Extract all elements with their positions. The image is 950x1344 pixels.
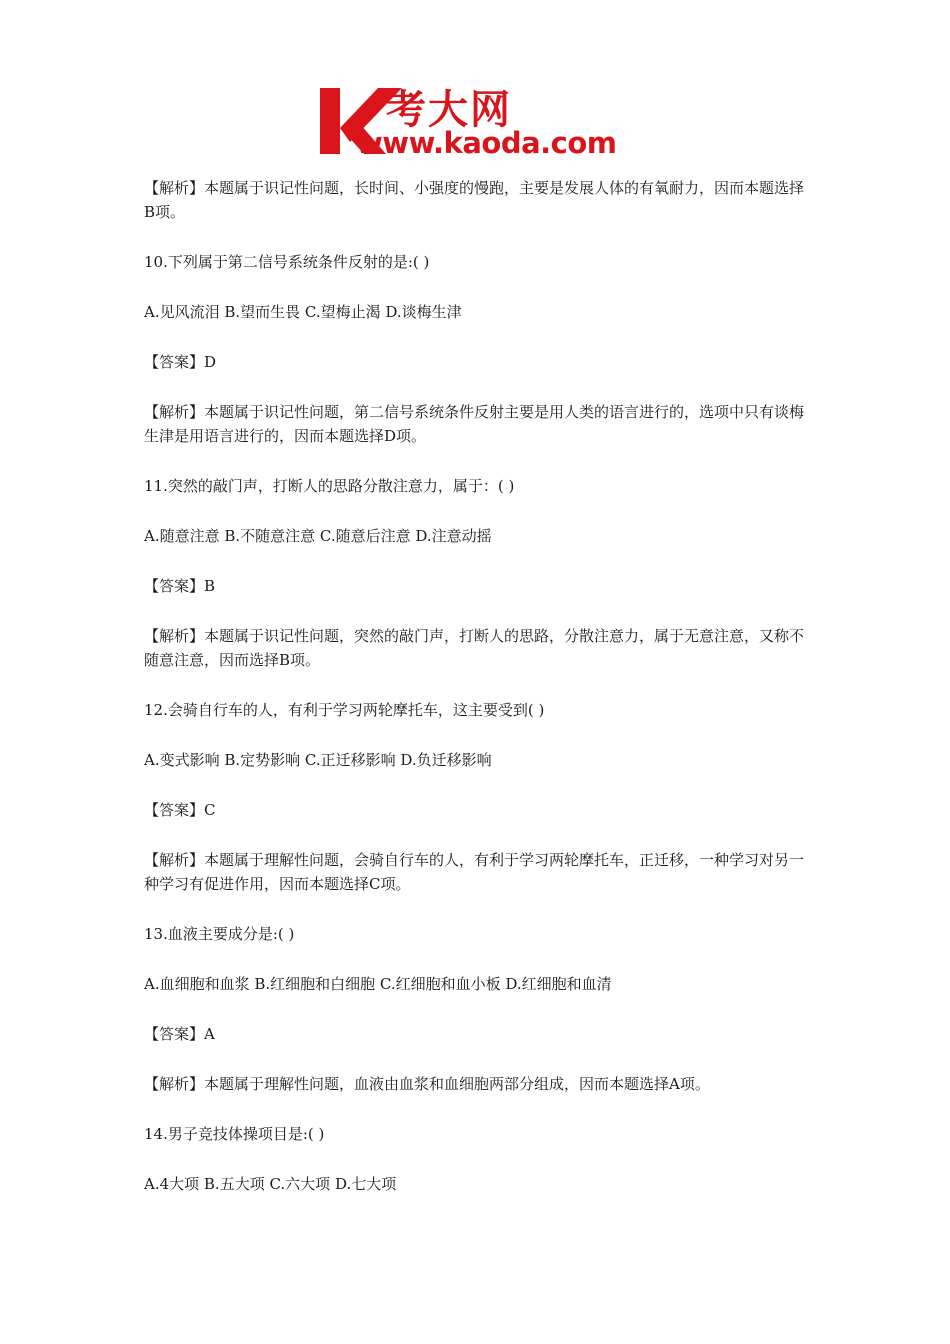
analysis-11: 【解析】本题属于识记性问题，突然的敲门声，打断人的思路，分散注意力，属于无意注意，又称不随意注意，因而选择B项。: [144, 627, 805, 669]
kaoda-logo: [316, 80, 646, 160]
analysis-13: 【解析】本题属于理解性问题，血液由血浆和血细胞两部分组成，因而本题选择A项。: [144, 1075, 710, 1093]
question-13: 13.血液主要成分是:( ): [144, 925, 295, 943]
analysis-10: 【解析】本题属于识记性问题，第二信号系统条件反射主要是用人类的语言进行的，选项中只有谈梅生津是用语言进行的，因而本题选择D项。: [144, 403, 805, 445]
options-13: A.血细胞和血浆 B.红细胞和白细胞 C.红细胞和血小板 D.红细胞和血清: [144, 975, 612, 993]
question-12: 12.会骑自行车的人，有利于学习两轮摩托车，这主要受到( ): [144, 701, 545, 719]
options-12: A.变式影响 B.定势影响 C.正迁移影响 D.负迁移影响: [144, 751, 492, 769]
analysis-paragraph: 【解析】本题属于识记性问题，长时间、小强度的慢跑，主要是发展人体的有氧耐力，因而本题选择B项。: [144, 179, 805, 221]
question-10: 10.下列属于第二信号系统条件反射的是:( ): [144, 253, 430, 271]
answer-12: 【答案】C: [144, 801, 216, 819]
analysis-12: 【解析】本题属于理解性问题，会骑自行车的人，有利于学习两轮摩托车，正迁移，一种学习对另一种学习有促进作用，因而本题选择C项。: [144, 851, 805, 893]
question-11: 11.突然的敲门声，打断人的思路分散注意力，属于：( ): [144, 477, 515, 495]
question-14: 14.男子竞技体操项目是:( ): [144, 1125, 325, 1143]
answer-11: 【答案】B: [144, 577, 216, 595]
options-14: A.4大项 B.五大项 C.六大项 D.七大项: [144, 1175, 397, 1193]
logo-brand-text: 考大网: [386, 87, 512, 133]
options-10: A.见风流泪 B.望而生畏 C.望梅止渴 D.谈梅生津: [144, 303, 462, 321]
answer-13: 【答案】A: [144, 1025, 215, 1043]
options-11: A.随意注意 B.不随意注意 C.随意后注意 D.注意动摇: [144, 527, 492, 545]
logo-url-text: www.kaoda.com: [356, 126, 617, 160]
document-body: [144, 176, 814, 1222]
answer-10: 【答案】D: [144, 353, 217, 371]
